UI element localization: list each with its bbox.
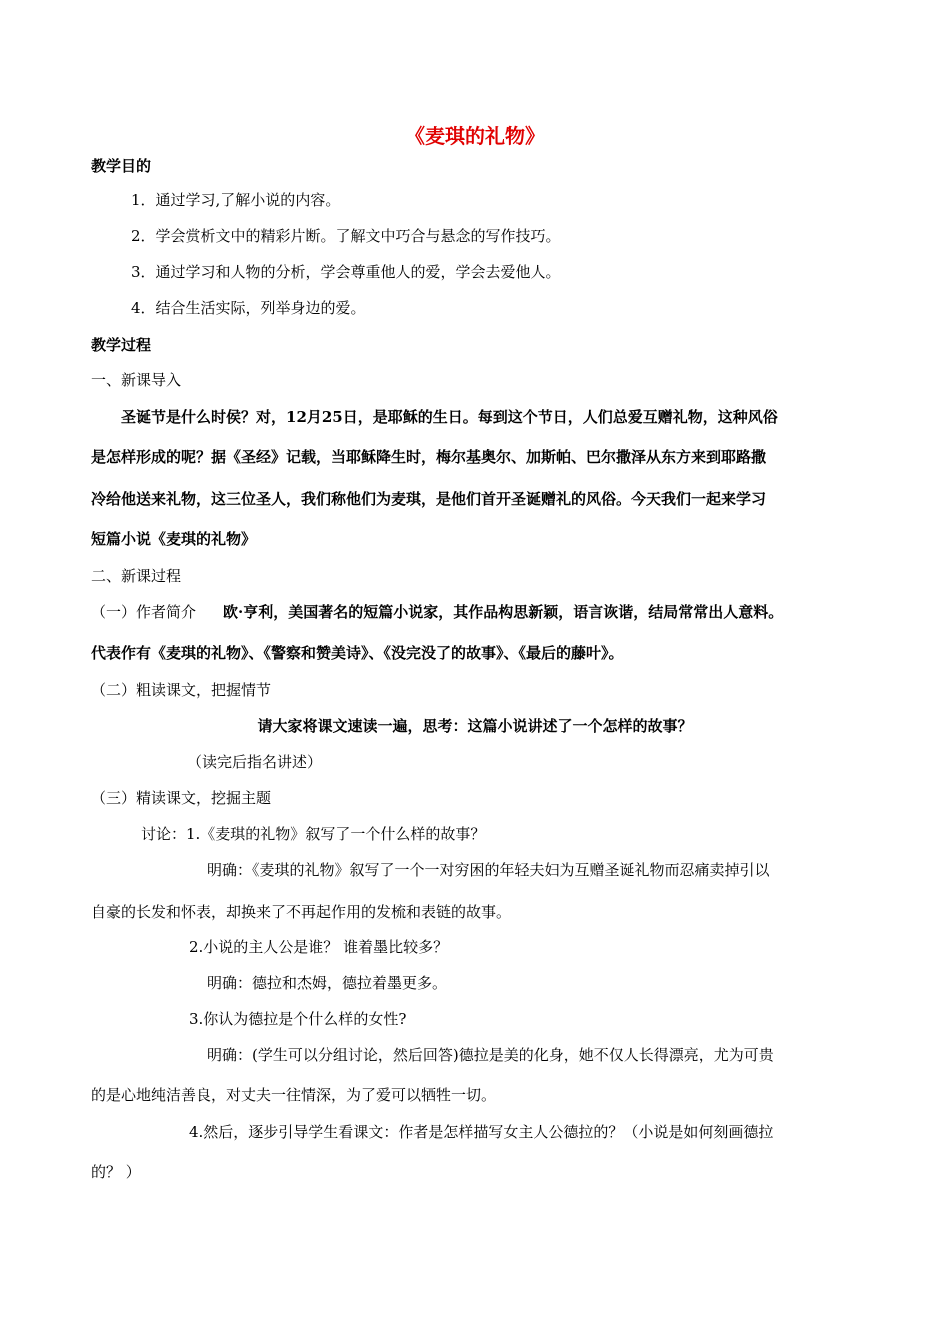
answer-1-line: 自豪的长发和怀表，却换来了不再起作用的发梳和表链的故事。: [91, 903, 512, 921]
discussion-question-3: 3.你认为德拉是个什么样的女性?: [189, 1010, 407, 1028]
skim-heading: （二）粗读课文，把握情节: [91, 681, 272, 699]
answer-3-line: 明确：(学生可以分组讨论，然后回答)德拉是美的化身，她不仅人长得漂亮，尤为可贵: [207, 1046, 774, 1064]
author-intro-line: 欧·亨利，美国著名的短篇小说家，其作品构思新颖，语言诙谐，结局常常出人意料。: [223, 603, 784, 621]
discussion-question-4-line: 4.然后，逐步引导学生看课文：作者是怎样描写女主人公德拉的？（小说是如何刻画德拉: [189, 1123, 774, 1141]
objective-item: 2．学会赏析文中的精彩片断。了解文中巧合与悬念的写作技巧。: [131, 227, 561, 245]
intro-heading: 一、新课导入: [91, 371, 182, 389]
discussion-question-4-line: 的？ ）: [91, 1163, 141, 1181]
objective-item: 1．通过学习,了解小说的内容。: [131, 191, 341, 209]
intro-paragraph-line: 是怎样形成的呢？据《圣经》记载，当耶稣降生时，梅尔基奥尔、加斯帕、巴尔撒泽从东方来到耶路撒: [91, 448, 767, 466]
document-title: 《麦琪的礼物》: [405, 124, 545, 148]
skim-note: （读完后指名讲述）: [187, 753, 323, 771]
objective-item: 3．通过学习和人物的分析，学会尊重他人的爱，学会去爱他人。: [131, 263, 561, 281]
process-heading: 教学过程: [91, 336, 152, 354]
discussion-question-1: 讨论：1.《麦琪的礼物》叙写了一个什么样的故事？: [141, 825, 486, 843]
close-read-heading: （三）精读课文，挖掘主题: [91, 789, 272, 807]
new-lesson-heading: 二、新课过程: [91, 567, 182, 585]
answer-2: 明确：德拉和杰姆，德拉着墨更多。: [207, 974, 448, 992]
author-label: （一）作者简介: [91, 603, 197, 621]
intro-paragraph-line: 短篇小说《麦琪的礼物》: [91, 530, 257, 548]
discussion-question-2: 2.小说的主人公是谁？ 谁着墨比较多？: [189, 938, 449, 956]
objective-item: 4．结合生活实际，列举身边的爱。: [131, 299, 366, 317]
answer-3-line: 的是心地纯洁善良，对丈夫一往情深，为了爱可以牺牲一切。: [91, 1086, 497, 1104]
objectives-heading: 教学目的: [91, 157, 152, 175]
intro-paragraph-line: 冷给他送来礼物，这三位圣人，我们称他们为麦琪，是他们首开圣诞赠礼的风俗。今天我们一起来学习: [91, 490, 767, 508]
author-works-line: 代表作有《麦琪的礼物》、《警察和赞美诗》、《没完没了的故事》、《最后的藤叶》。: [91, 644, 624, 662]
answer-1-line: 明确：《麦琪的礼物》叙写了一个一对穷困的年轻夫妇为互赠圣诞礼物而忍痛卖掉引以: [207, 861, 770, 879]
intro-paragraph-line: 圣诞节是什么时侯？对，12月25日，是耶稣的生日。每到这个节日，人们总爱互赠礼物，这种风俗: [121, 408, 778, 426]
skim-question: 请大家将课文速读一遍，思考：这篇小说讲述了一个怎样的故事？: [257, 717, 693, 735]
